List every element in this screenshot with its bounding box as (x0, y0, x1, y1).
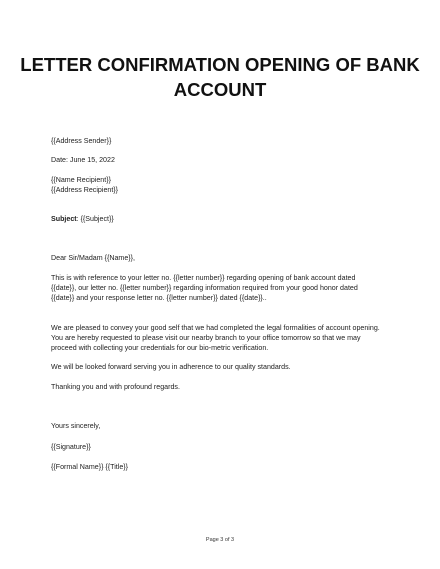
paragraph-line: This is with reference to your letter no. {{letter number}} regarding opening of bank account dated (51, 274, 356, 282)
letter-title (20, 52, 420, 102)
paragraph-line: {{date}}, our letter no. {{letter number}} regarding information required from your good honor dated (51, 284, 358, 292)
subject-value: : {{Subject}} (76, 215, 114, 223)
page-number: Page 3 of 3 (205, 537, 235, 543)
formal-name-title: {{Formal Name}} {{Title}} (51, 463, 129, 471)
title-line-1: LETTER CONFIRMATION OPENING OF BANK (20, 54, 420, 75)
paragraph-confirmation (51, 323, 396, 353)
paragraph-standards: We will be looked forward serving you in adherence to our quality standards. (51, 363, 291, 371)
title-line-2: ACCOUNT (173, 79, 267, 100)
address-recipient: {{Address Recipient}} (51, 186, 119, 194)
paragraph-line: proceed with collecting your credentials for our bio-metric verification. (51, 344, 269, 352)
paragraph-line: You are hereby requested to please visit our nearby branch to your office tomorrow so that we may (51, 334, 361, 342)
closing: Yours sincerely, (51, 422, 101, 430)
name-recipient: {{Name Recipient}} (51, 176, 111, 184)
paragraph-reference (51, 273, 396, 303)
paragraph-line: We are pleased to convey your good self that we had completed the legal formalities of account opening. (51, 324, 380, 332)
paragraph-thanks: Thanking you and with profound regards. (51, 383, 180, 391)
subject-label: Subject (51, 215, 77, 223)
salutation: Dear Sir/Madam {{Name}}, (51, 254, 135, 262)
signature-placeholder: {{Signature}} (51, 443, 91, 451)
letter-date: Date: June 15, 2022 (51, 156, 115, 164)
address-sender: {{Address Sender}} (51, 137, 112, 145)
paragraph-line: {{date}} and your response letter no. {{letter number}} dated {{date}}.. (51, 294, 267, 302)
subject-line (51, 214, 114, 224)
